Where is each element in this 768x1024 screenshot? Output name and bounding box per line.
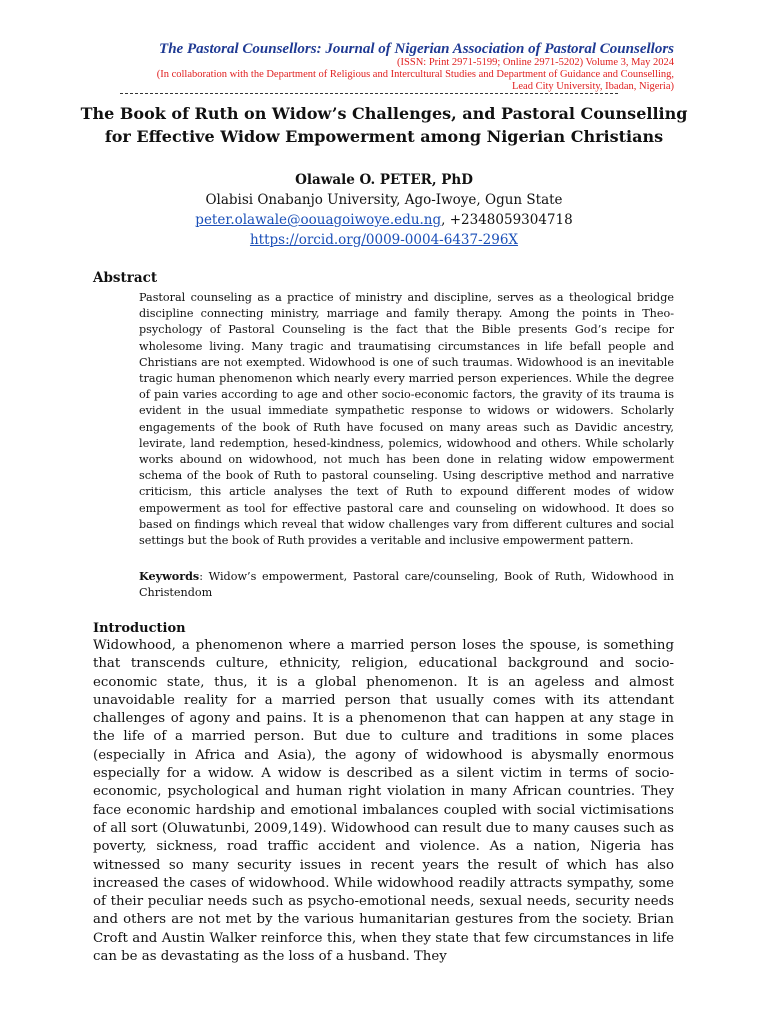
orcid-link[interactable]: https://orcid.org/0009-0004-6437-296X (249, 232, 519, 248)
phone-number: , +2348059304718 (441, 212, 573, 228)
introduction-body: Widowhood, a phenomenon where a married person loses the spouse, is something that transcends culture, ethnicity, religion, educational background and socio-economic state, thus, it is a global phenomenon. It is an ageless and almost unavoidable reality for a married person that usually comes with its attendant challenges of agony and pains. It is a phenomenon that can happen at any stage in the life of a married person. But due to culture and traditions in some places (especially in Africa and Asia), the agony of widowhood is abysmally enormous especially for a widow. A widow is described as a silent victim in terms of socio-economic, psychological and human right violation in many African countries. They face economic hardship and emotional imbalances coupled with social victimisations of all sort (Oluwatunbi, 2009,149). Widowhood can result due to many causes such as poverty, sickness, road traffic accident and violence. As a nation, Nigeria has witnessed so many security issues in recent years the result of which has also increased the cases of widowhood. While widowhood readily attracts sympathy, some of their peculiar needs such as psycho-emotional needs, sexual needs, security needs and others are not met by the various humanitarian gestures from the society. Brian Croft and Austin Walker reinforce this, when they state that few circumstances in life can be as devastating as the loss of a husband. They (93, 638, 674, 965)
article-title-line-2: for Effective Widow Empowerment among Nigerian Christians (104, 127, 664, 146)
collaboration-line-2: Lead City University, Ibadan, Nigeria) (511, 81, 674, 92)
abstract-heading: Abstract (93, 270, 158, 286)
collaboration-line-1: (In collaboration with the Department of Religious and Intercultural Studies and Department of Guidance and Counselling, (156, 69, 674, 80)
article-title (60, 102, 708, 148)
introduction-heading: Introduction (93, 621, 186, 636)
header-divider (120, 93, 618, 94)
keywords-label: Keywords (139, 569, 200, 583)
orcid-line (0, 232, 768, 248)
author-affiliation: Olabisi Onabanjo University, Ago-Iwoye, Ogun State (205, 192, 563, 208)
email-link[interactable]: peter.olawale@oouagoiwoye.edu.ng (195, 212, 442, 228)
keywords (139, 568, 674, 601)
author-contact (0, 212, 768, 228)
author-name: Olawale O. PETER, PhD (295, 172, 473, 188)
journal-title: The Pastoral Counsellors: Journal of Nigerian Association of Pastoral Counsellors (159, 41, 674, 57)
abstract-body: Pastoral counseling as a practice of ministry and discipline, serves as a theological bridge discipline connecting ministry, marriage and family therapy. Among the points in Theo-psychology of Pastoral Counseling is the fact that the Bible presents God’s recipe for wholesome living. Many tragic and traumatising circumstances in life befall people and Christians are not exempted. Widowhood is one of such traumas. Widowhood is an inevitable tragic human phenomenon which nearly every married person experiences. While the degree of pain varies according to age and other socio-economic factors, the gravity of its trauma is evident in the usual immediate sympathetic response to widows or widowers. Scholarly engagements of the book of Ruth have focused on many areas such as Davidic ancestry, levirate, land redemption, hesed-kindness, polemics, widowhood and others. While scholarly works abound on widowhood, not much has been done in relating widow empowerment schema of the book of Ruth to pastoral counseling. Using descriptive method and narrative criticism, this article analyses the text of Ruth to expound different modes of widow empowerment as tool for effective pastoral care and counseling on widowhood. It does so based on findings which reveal that widow challenges vary from different cultures and social settings but the book of Ruth provides a veritable and inclusive empowerment pattern. (139, 291, 674, 548)
keywords-text: : Widow’s empowerment, Pastoral care/counseling, Book of Ruth, Widowhood in Christendom (139, 570, 674, 599)
issn-line: (ISSN: Print 2971-5199; Online 2971-5202) Volume 3, May 2024 (397, 57, 674, 68)
article-title-line-1: The Book of Ruth on Widow’s Challenges, and Pastoral Counselling (80, 104, 688, 123)
